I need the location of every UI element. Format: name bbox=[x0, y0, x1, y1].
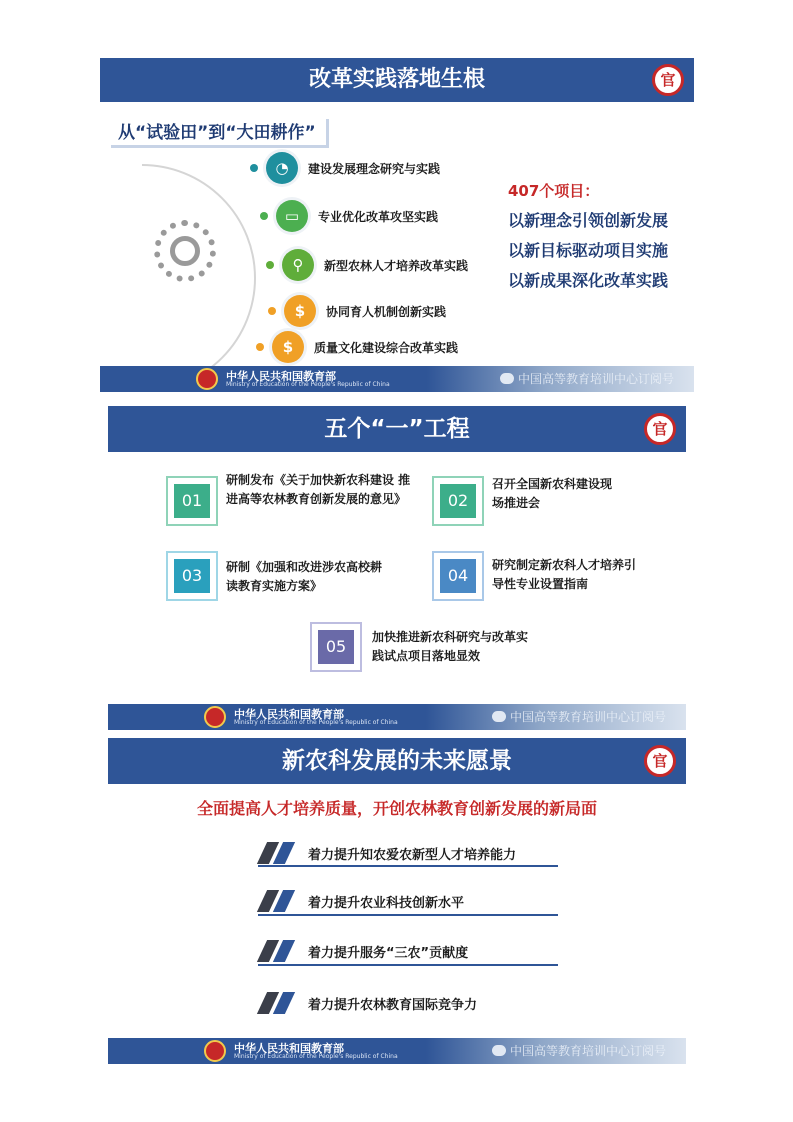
item-dot bbox=[266, 261, 274, 269]
stripes-icon bbox=[258, 890, 300, 912]
wechat-icon bbox=[492, 1045, 506, 1056]
projects-line: 以新成果深化改革实践 bbox=[508, 271, 669, 290]
underline bbox=[258, 865, 558, 867]
practice-item bbox=[268, 294, 446, 328]
underline bbox=[258, 964, 558, 966]
slide-reform-practice bbox=[100, 58, 694, 392]
slide-footer bbox=[108, 1038, 686, 1064]
project-number: 05 bbox=[318, 630, 354, 664]
national-emblem-icon bbox=[196, 368, 218, 390]
national-emblem-icon bbox=[204, 1040, 226, 1062]
ministry-name-cn: 中华人民共和国教育部 bbox=[234, 1042, 344, 1055]
project-number-box bbox=[432, 476, 484, 526]
watermark-text: 中国高等教育培训中心订阅号 bbox=[509, 1044, 666, 1058]
practice-item-label: 协同育人机制创新实践 bbox=[326, 304, 447, 319]
projects-line: 以新理念引领创新发展 bbox=[508, 211, 669, 230]
slide-footer bbox=[108, 704, 686, 730]
logo-icon: 官 bbox=[644, 413, 676, 445]
project-number-box bbox=[310, 622, 362, 672]
vision-item bbox=[258, 940, 468, 962]
underline bbox=[258, 914, 558, 916]
stripes-icon bbox=[258, 992, 300, 1014]
item-dot bbox=[250, 164, 258, 172]
slide1-title-bar bbox=[100, 58, 694, 102]
practice-item bbox=[260, 199, 438, 233]
stripes-icon bbox=[258, 940, 300, 962]
project-number-box bbox=[432, 551, 484, 601]
watermark-text: 中国高等教育培训中心订阅号 bbox=[509, 710, 666, 724]
vision-item bbox=[258, 890, 464, 912]
ministry-name-cn: 中华人民共和国教育部 bbox=[234, 708, 344, 721]
project-number: 04 bbox=[440, 559, 476, 593]
ministry-name-en: Ministry of Education of the People's Republic of China bbox=[234, 1053, 398, 1060]
slide-five-one-projects bbox=[108, 406, 686, 730]
vision-item-label: 着力提升农林教育国际竞争力 bbox=[308, 997, 478, 1013]
watermark bbox=[492, 708, 666, 725]
practice-item bbox=[256, 330, 458, 364]
project-number: 02 bbox=[440, 484, 476, 518]
watermark bbox=[500, 370, 674, 387]
slide2-title-bar bbox=[108, 406, 686, 452]
vision-item bbox=[258, 842, 516, 864]
slide-footer bbox=[100, 366, 694, 392]
wechat-icon bbox=[492, 711, 506, 722]
slide-future-vision bbox=[108, 738, 686, 1064]
vision-item-label: 着力提升农业科技创新水平 bbox=[308, 895, 465, 911]
project-text: 召开全国新农科建设现场推进会 bbox=[492, 477, 613, 510]
item-dot bbox=[260, 212, 268, 220]
card-icon: ▭ bbox=[276, 200, 308, 232]
watermark-text: 中国高等教育培训中心订阅号 bbox=[517, 372, 674, 386]
watermark bbox=[492, 1042, 666, 1059]
slide1-title: 改革实践落地生根 bbox=[308, 67, 485, 92]
slide1-subtitle: 从“试验田”到“大田耕作” bbox=[108, 116, 326, 145]
slide3-title: 新农科发展的未来愿景 bbox=[282, 748, 512, 774]
project-number-box bbox=[166, 551, 218, 601]
projects-count: 407个项目： bbox=[508, 182, 600, 200]
project-text: 研制发布《关于加快新农科建设 推进高等农林教育创新发展的意见》 bbox=[226, 473, 411, 506]
vision-item bbox=[258, 992, 477, 1014]
coin-icon: $ bbox=[284, 295, 316, 327]
ministry-name-cn: 中华人民共和国教育部 bbox=[226, 370, 336, 383]
logo-icon: 官 bbox=[644, 745, 676, 777]
vision-item-label: 着力提升服务“三农”贡献度 bbox=[308, 945, 469, 961]
slide3-title-bar bbox=[108, 738, 686, 784]
practice-item-label: 专业优化改革攻坚实践 bbox=[318, 209, 439, 224]
stripes-icon bbox=[258, 842, 300, 864]
vision-item-label: 着力提升知农爱农新型人才培养能力 bbox=[308, 847, 517, 863]
project-number-box bbox=[166, 476, 218, 526]
logo-icon: 官 bbox=[652, 64, 684, 96]
practice-item-label: 质量文化建设综合改革实践 bbox=[314, 340, 459, 355]
project-text: 加快推进新农科研究与改革实践试点项目落地显效 bbox=[372, 630, 529, 663]
ministry-name-en: Ministry of Education of the People's Republic of China bbox=[234, 719, 398, 726]
pie-chart-icon: ◔ bbox=[266, 152, 298, 184]
gear-center-icon bbox=[170, 236, 200, 266]
project-text: 研制《加强和改进涉农高校耕读教育实施方案》 bbox=[226, 560, 383, 593]
wechat-icon bbox=[500, 373, 514, 384]
practice-item-label: 新型农林人才培养改革实践 bbox=[324, 258, 469, 273]
project-text: 研究制定新农科人才培养引导性专业设置指南 bbox=[492, 558, 637, 591]
item-dot bbox=[268, 307, 276, 315]
practice-item-label: 建设发展理念研究与实践 bbox=[308, 161, 441, 176]
coin-icon: $ bbox=[272, 331, 304, 363]
slide2-title: 五个“一”工程 bbox=[324, 416, 470, 442]
national-emblem-icon bbox=[204, 706, 226, 728]
project-number: 03 bbox=[174, 559, 210, 593]
ministry-name-en: Ministry of Education of the People's Republic of China bbox=[226, 381, 390, 388]
practice-item bbox=[266, 248, 468, 282]
vision-goal: 全面提高人才培养质量，开创农林教育创新发展的新局面 bbox=[196, 799, 597, 818]
projects-line: 以新目标驱动项目实施 bbox=[508, 241, 669, 260]
item-dot bbox=[256, 343, 264, 351]
project-number: 01 bbox=[174, 484, 210, 518]
search-icon: ⚲ bbox=[282, 249, 314, 281]
practice-item bbox=[250, 151, 440, 185]
